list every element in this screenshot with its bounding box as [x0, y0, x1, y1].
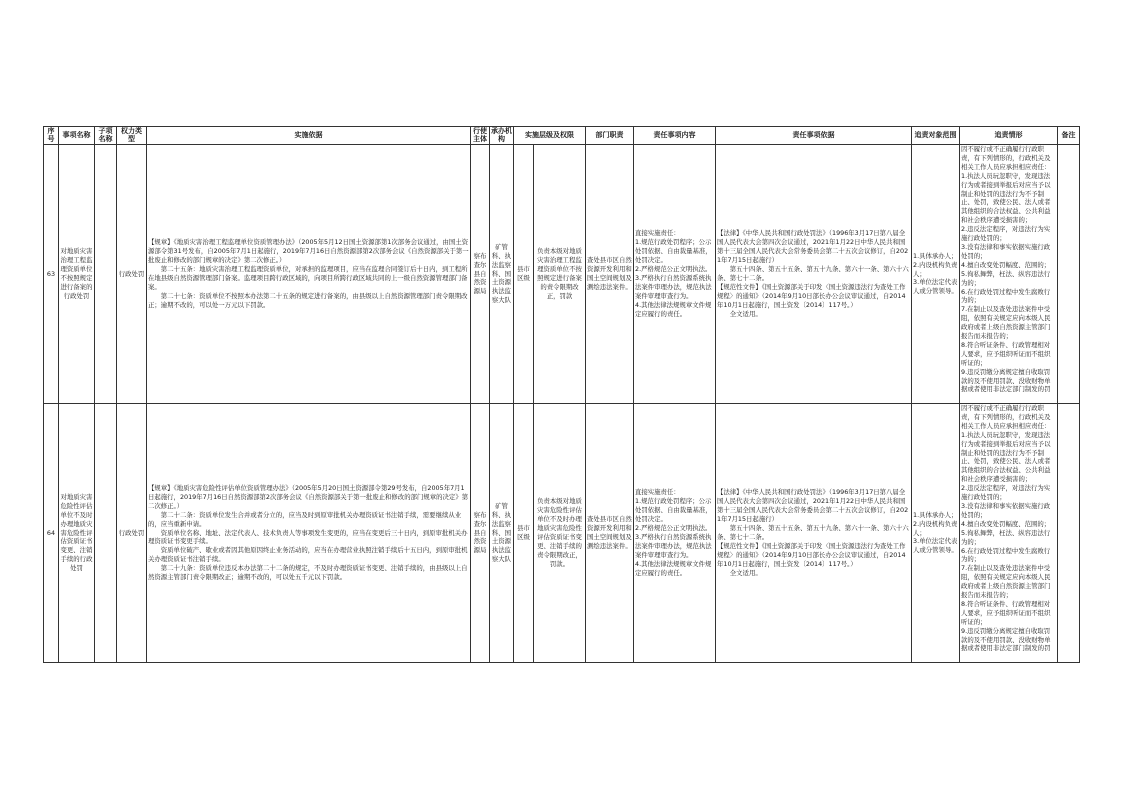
cell-situation: 因不履行或不正确履行行政职责，有下列情形的，行政机关及相关工作人员应承担相应责任： 1.执法人员玩忽职守，发现违法行为或者接到举报后对应当予以制止和处罚的违法行为不予制止、处罚，致使公民、法人或者其他组织的合法权益、公共利益和社会秩序遭受损害的； 2.违反法定程序，对违法行为实施行政处罚的； 3.没有法律和事实依据实施行政处罚的； 4.擅自改变处罚幅度、范围的； 5.徇私舞弊，枉法、纵容违法行为的； 6.在行政处罚过程中发生腐败行为的； 7.在制止以及查处违法案件中受阻，依照有关规定应向本级人民政府或者上级自然资源主管部门报告而未报告的； 8.符合听证条件、行政管理相对人要求，应予组织听证而不组织听证的； 9.违反罚缴分离规定擅自收取罚款的及不使用罚款、没收财物单据或者使用非法定部门制发的罚: [960, 404, 1058, 663]
cell-level: 县市区级: [514, 404, 534, 663]
cell-subject: 察布查尔县自然资源局: [471, 404, 490, 663]
cell-sub: [95, 145, 117, 404]
cell-resp: 直接实施责任： 1.规范行政处罚程序；公示处罚依据、自由裁量基准，处罚决定。 2.严格规范公正文明执法。 3.严格执行自然资源系统执法案件审理办法，规范执法案件审理审查行为。 4.其他法律法规规章文件规定应履行的责任。: [634, 404, 716, 663]
cell-level-detail: 负责本级对地质灾害治理工程监理资质单位不按照规定进行备案的责令限期改正，罚款: [534, 145, 586, 404]
cell-type: 行政处罚: [117, 404, 147, 663]
header-seq: 序号: [44, 127, 59, 145]
cell-level-detail: 负责本级对地质灾害危险性评估单位不及时办理地质灾害危险性评估资质证书变更、注销手续的责令限期改正，罚款。: [534, 404, 586, 663]
header-subject: 行使主体: [471, 127, 490, 145]
table-row: [44, 145, 1080, 404]
header-resp-basis: 责任事项依据: [716, 127, 912, 145]
cell-level: 县市区级: [514, 145, 534, 404]
cell-dept: 矿管科、执法监察科、国土资源执法监察大队: [490, 145, 514, 404]
header-type: 权力类型: [117, 127, 147, 145]
header-basis: 实施依据: [147, 127, 471, 145]
cell-resp: 直接实施责任： 1.规范行政处罚程序；公示处罚依据、自由裁量基准，处罚决定。 2.严格规范公正文明执法。 3.严格执行自然资源系统执法案件审理办法，规范执法案件审理审查行为。 4.其他法律法规规章文件规定应履行的责任。: [634, 145, 716, 404]
cell-scope: 1.具体承办人； 2.内设机构负责人； 3.单位法定代表人或分管领导。: [912, 404, 960, 663]
cell-scope: 1.具体承办人； 2.内设机构负责人； 3.单位法定代表人或分管领导。: [912, 145, 960, 404]
cell-resp-basis: 【法律】《中华人民共和国行政处罚法》（1996年3月17日第八届全国人民代表大会第四次会议通过，2021年1月22日中华人民共和国第十三届全国人民代表大会常务委员会第二十五次会议修订，自2021年7月15日起施行） 第五十四条、第五十五条、第五十九条、第六十一条、第六十六条、第七十二条。 【规范性文件】《国土资源部关于印发〈国土资源违法行为查处工作规程〉的通知》（2014年9月10日部长办公会议审议通过，自2014年10月1日起施行，国土资发〔2014〕117号。） 全文适用。: [716, 404, 912, 663]
header-dept: 承办机构: [491, 127, 512, 143]
cell-seq: 63: [44, 145, 59, 404]
cell-basis: 【规章】《地质灾害治理工程监理单位资质管理办法》（2005年5月12日国土资源部第1次部务会议通过，由国土资源部令第31号发布，自2005年7月1日起施行，2019年7月16日自然资源部第2次部务会议《自然资源部关于第一批废止和修改的部门规章的决定》第二次修正。） 第二十五条：地质灾害治理工程监理资质单位，对承担的监理项目，应当在监理合同签订后十日内，到工程所在地县级自然资源管理部门备案。监理项目跨行政区域的，向项目所跨行政区域共同的上一级自然资源管理部门备案。 第二十七条：资质单位不按照本办法第二十五条的规定进行备案的，由县级以上自然资源管理部门责令限期改正；逾期不改的，可以处一万元以下罚款。: [147, 145, 471, 404]
cell-name: 对地质灾害治理工程监理资质单位不按照规定进行备案的行政处罚: [59, 145, 95, 404]
cell-seq: 64: [44, 404, 59, 663]
header-resp: 责任事项内容: [634, 127, 716, 145]
cell-subject: 察布查尔县自然资源局: [471, 145, 490, 404]
cell-resp-basis: 【法律】《中华人民共和国行政处罚法》（1996年3月17日第八届全国人民代表大会第四次会议通过，2021年1月22日中华人民共和国第十三届全国人民代表大会常务委员会第二十五次会议修订，自2021年7月15日起施行） 第五十四条、第五十五条、第五十九条、第六十一条、第六十六条、第七十二条。 【规范性文件】《国土资源部关于印发〈国土资源违法行为查处工作规程〉的通知》（2014年9月10日部长办公会议审议通过，自2014年10月1日起施行，国土资发〔2014〕117号。） 全文适用。: [716, 145, 912, 404]
cell-dept: 矿管科、执法监察科、国土资源执法监察大队: [490, 404, 514, 663]
table-row: [44, 404, 1080, 663]
cell-sub: [95, 404, 117, 663]
header-name: 事项名称: [59, 127, 95, 145]
cell-type: 行政处罚: [117, 145, 147, 404]
cell-note: [1058, 404, 1080, 663]
cell-duty: 查处县市区自然资源开发利用和国土空间规划及测绘违法案件。: [586, 145, 634, 404]
header-level: 实施层级及权限: [514, 127, 586, 145]
cell-note: [1058, 145, 1080, 404]
header-sub: 子项名称: [95, 127, 117, 145]
header-scope: 追责对象范围: [912, 127, 960, 145]
cell-name: 对地质灾害危险性评估单位不及时办理地质灾害危险性评估资质证书变更、注销手续的行政处罚: [59, 404, 95, 663]
cell-situation: 因不履行或不正确履行行政职责，有下列情形的，行政机关及相关工作人员应承担相应责任： 1.执法人员玩忽职守，发现违法行为或者接到举报后对应当予以制止和处罚的违法行为不予制止、处罚，致使公民、法人或者其他组织的合法权益、公共利益和社会秩序遭受损害的； 2.违反法定程序，对违法行为实施行政处罚的； 3.没有法律和事实依据实施行政处罚的； 4.擅自改变处罚幅度、范围的； 5.徇私舞弊，枉法、纵容违法行为的； 6.在行政处罚过程中发生腐败行为的； 7.在制止以及查处违法案件中受阻，依照有关规定应向本级人民政府或者上级自然资源主管部门报告而未报告的； 8.符合听证条件、行政管理相对人要求，应予组织听证而不组织听证的； 9.违反罚缴分离规定擅自收取罚款的及不使用罚款、没收财物单据或者使用非法定部门制发的罚: [960, 145, 1058, 404]
header-note: 备注: [1058, 127, 1080, 145]
accountability-table: [43, 126, 1080, 663]
cell-basis: 【规章】《地质灾害危险性评估单位资质管理办法》（2005年5月20日国土资源部令第29号发布，自2005年7月1日起施行，2019年7月16日自然资源部第2次部务会议《自然资源部关于第一批废止和修改的部门规章的决定》第二次修正。） 第二十二条：资质单位发生合并或者分立的，应当及时到原审批机关办理资质证书注销手续，需要继续从业的，应当重新申请。 资质单位名称、地址、法定代表人、技术负责人等事项发生变更的，应当在变更后三十日内，到原审批机关办理资质证书变更手续。 资质单位破产、歇业或者因其他原因终止业务活动的，应当在办理营业执照注销手续后十五日内，到原审批机关办理资质证书注销手续。 第二十九条：资质单位违反本办法第二十二条的规定，不及时办理资质证书变更、注销手续的，由县级以上自然资源主管部门责令限期改正；逾期不改的，可以处五千元以下罚款。: [147, 404, 471, 663]
header-duty: 部门职责: [586, 127, 634, 145]
header-row: [44, 127, 1080, 145]
cell-duty: 查处县市区自然资源开发利用和国土空间规划及测绘违法案件。: [586, 404, 634, 663]
header-situation: 追责情形: [960, 127, 1058, 145]
